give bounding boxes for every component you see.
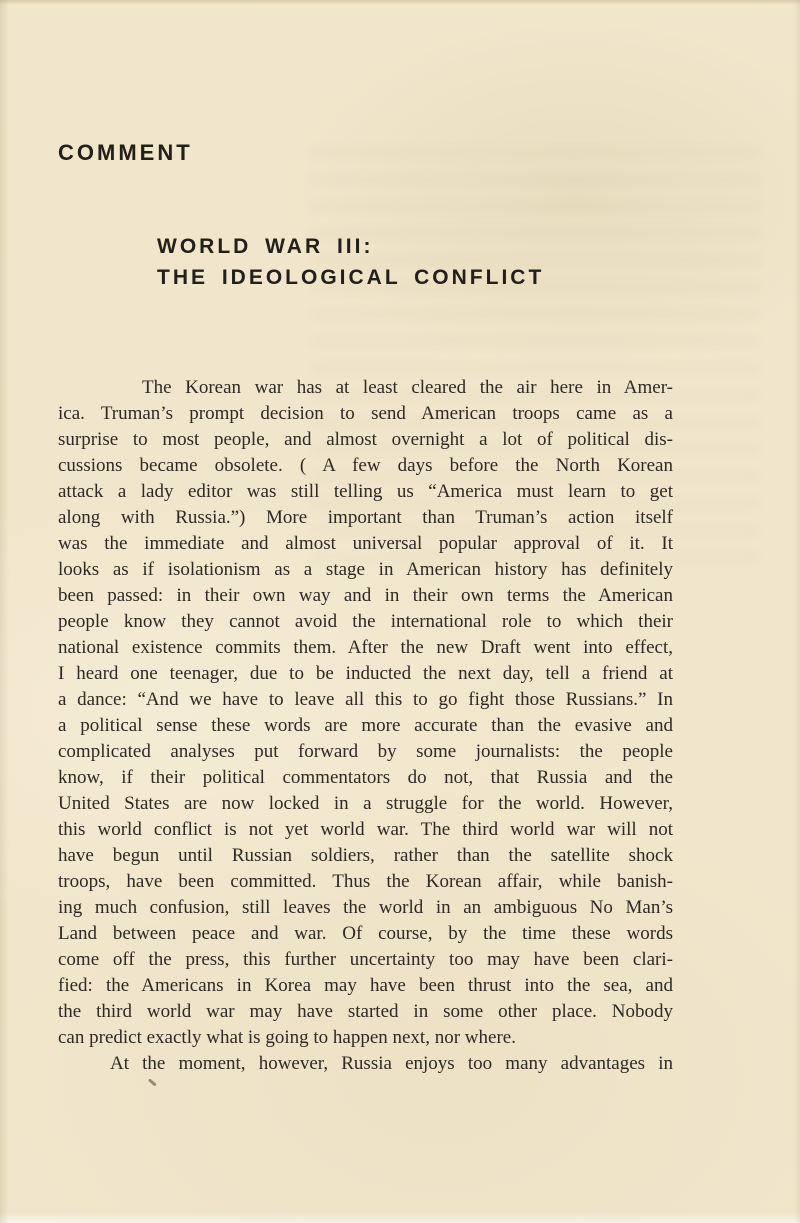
text-line: been passed: in their own way and in their own terms the American bbox=[58, 585, 673, 606]
text-line: a political sense these words are more accurate than the evasive and bbox=[58, 715, 673, 736]
pencil-mark bbox=[148, 1078, 157, 1086]
text-line: along with Russia.”) More important than Truman’s action itself bbox=[58, 507, 673, 528]
text-line: ing much confusion, still leaves the world in an ambiguous No Man’s bbox=[58, 897, 673, 918]
text-line: I heard one teenager, due to be inducted the next day, tell a friend at bbox=[58, 663, 673, 684]
text-line: can predict exactly what is going to happen next, nor where. bbox=[58, 1027, 516, 1048]
text-line: troops, have been committed. Thus the Korean affair, while banish- bbox=[58, 871, 673, 892]
text-line: fied: the Americans in Korea may have been thrust into the sea, and bbox=[58, 975, 673, 996]
chapter-title-line1: WORLD WAR III: bbox=[157, 235, 374, 258]
text-line: United States are now locked in a struggle for the world. However, bbox=[58, 793, 673, 814]
text-line: know, if their political commentators do not, that Russia and the bbox=[58, 767, 673, 788]
body-text bbox=[58, 375, 673, 1077]
text-line: national existence commits them. After the new Draft went into effect, bbox=[58, 637, 673, 658]
text-line: At the moment, however, Russia enjoys too many advantages in bbox=[110, 1053, 673, 1074]
chapter-title-line2: THE IDEOLOGICAL CONFLICT bbox=[157, 266, 545, 289]
text-line: ica. Truman’s prompt decision to send American troops came as a bbox=[58, 403, 673, 424]
text-line: surprise to most people, and almost overnight a lot of political dis- bbox=[58, 429, 673, 450]
section-heading: COMMENT bbox=[58, 140, 193, 165]
text-line: looks as if isolationism as a stage in American history has definitely bbox=[58, 559, 673, 580]
text-line: this world conflict is not yet world war. The third world war will not bbox=[58, 819, 673, 840]
text-line: have begun until Russian soldiers, rather than the satellite shock bbox=[58, 845, 673, 866]
text-line: people know they cannot avoid the international role to which their bbox=[58, 611, 673, 632]
text-line: The Korean war has at least cleared the air here in Amer- bbox=[142, 377, 673, 398]
text-line: the third world war may have started in some other place. Nobody bbox=[58, 1001, 673, 1022]
text-line: was the immediate and almost universal popular approval of it. It bbox=[58, 533, 673, 554]
chapter-title bbox=[157, 231, 544, 293]
text-line: attack a lady editor was still telling us “America must learn to get bbox=[58, 481, 673, 502]
text-line: complicated analyses put forward by some journalists: the people bbox=[58, 741, 673, 762]
text-line: come off the press, this further uncertainty too may have been clari- bbox=[58, 949, 673, 970]
text-line: cussions became obsolete. ( A few days before the North Korean bbox=[58, 455, 673, 476]
text-line: a dance: “And we have to leave all this to go fight those Russians.” In bbox=[58, 689, 673, 710]
text-line: Land between peace and war. Of course, by the time these words bbox=[58, 923, 673, 944]
